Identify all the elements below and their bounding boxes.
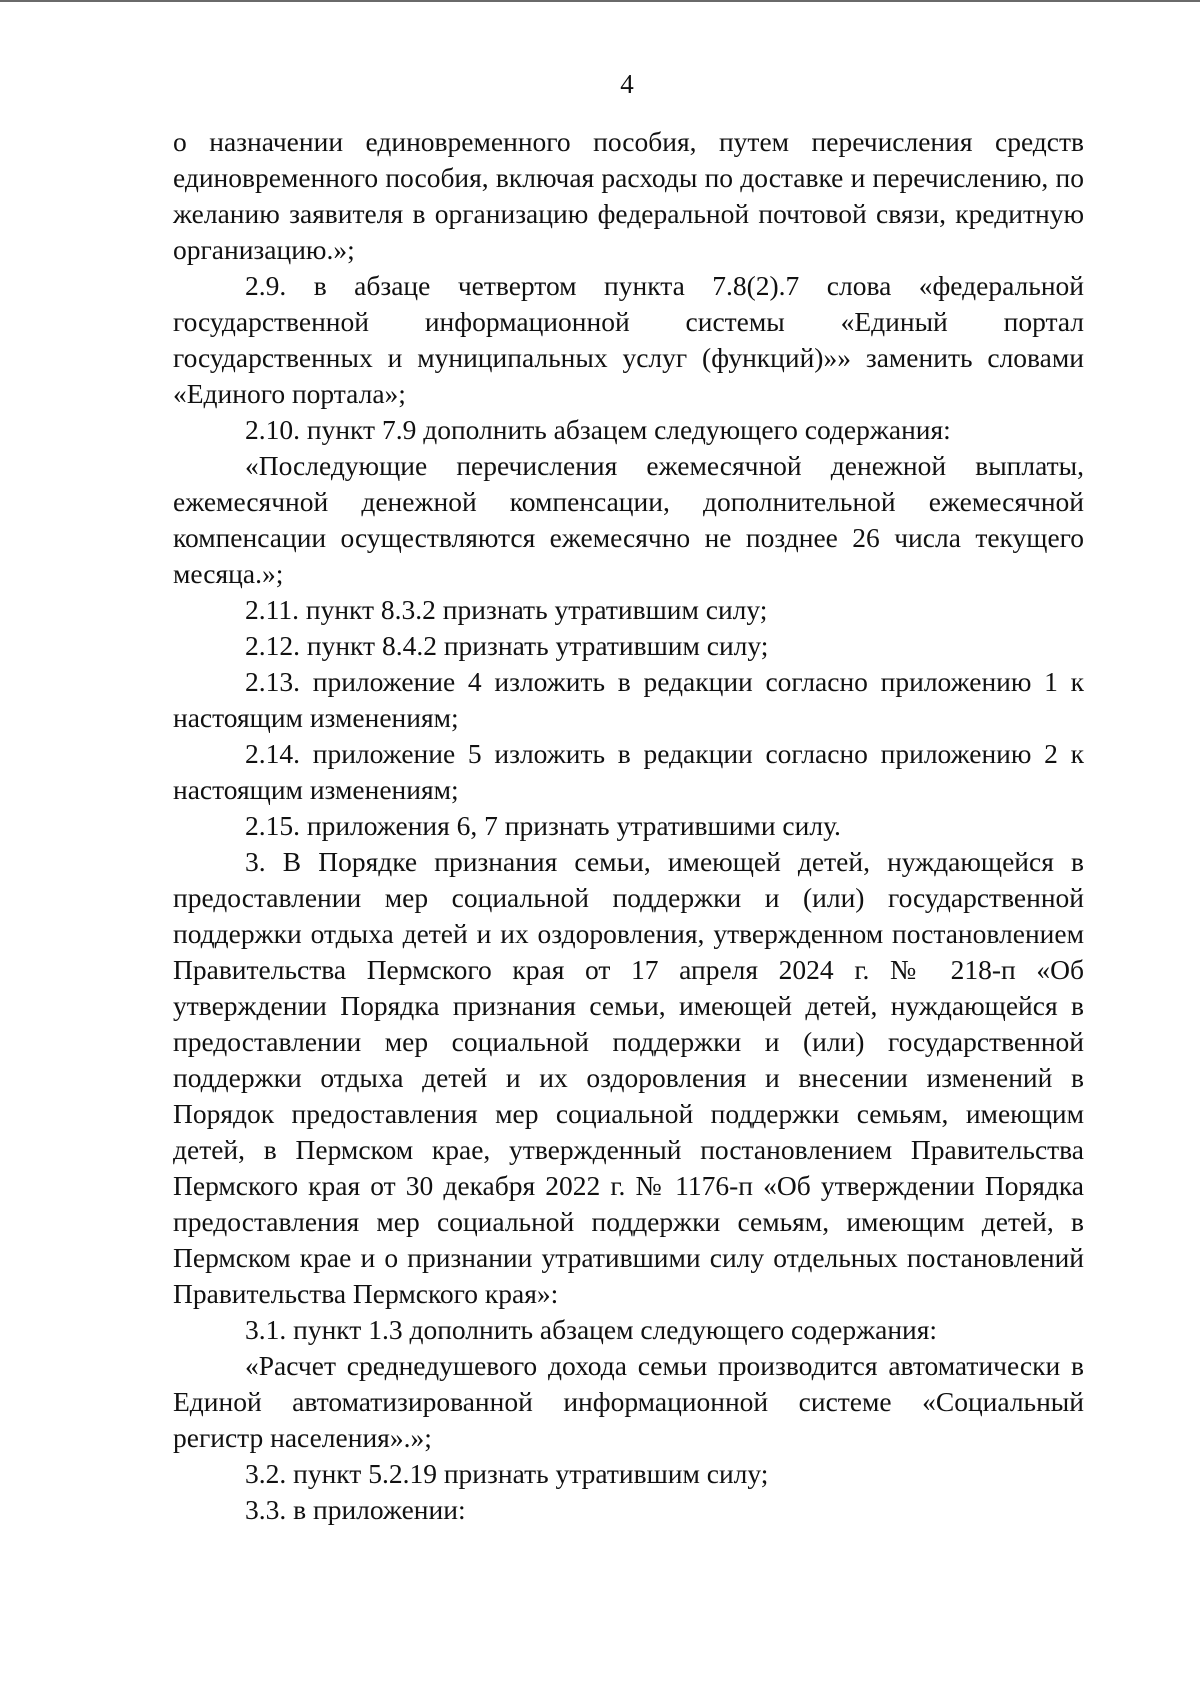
paragraph-item-2-12: 2.12. пункт 8.4.2 признать утратившим силу; <box>245 630 769 661</box>
paragraph-item-3-3: 3.3. в приложении: <box>245 1494 466 1525</box>
paragraph-item-3: 3. В Порядке признания семьи, имеющей детей, нуждающейся в предоставлении мер социальной поддержки и (или) государственной поддержки отдыха детей и их оздоровления, утвержденном постановлением Правительства Пермского края от 17 апреля 2024 г. № 218-п «Об утверждении Порядка признания семьи, имеющей детей, нуждающейся в предоставлении мер социальной поддержки и (или) государственной поддержки отдыха детей и их оздоровления и внесении изменений в Порядок предоставления мер социальной поддержки семьям, имеющим детей, в Пермском крае, утвержденный постановлением Правительства Пермского края от 30 декабря 2022 г. № 1176-п «Об утверждении Порядка предоставления мер социальной поддержки семьям, имеющим детей, в Пермском крае и о признании утратившими силу отдельных постановлений Правительства Пермского края»: <box>173 846 1084 1309</box>
paragraph-continuation: о назначении единовременного пособия, путем перечисления средств единовременного пособия, включая расходы по доставке и перечислению, по желанию заявителя в организацию федеральной почтовой связи, кредитную организацию.»; <box>173 126 1084 265</box>
paragraph-item-2-10: 2.10. пункт 7.9 дополнить абзацем следующего содержания: <box>245 414 951 445</box>
paragraph-item-3-2: 3.2. пункт 5.2.19 признать утратившим силу; <box>245 1458 769 1489</box>
paragraph-item-2-13: 2.13. приложение 4 изложить в редакции согласно приложению 1 к настоящим изменениям; <box>173 666 1084 733</box>
paragraph-item-3-1: 3.1. пункт 1.3 дополнить абзацем следующего содержания: <box>245 1314 938 1345</box>
paragraph-quoted-calculation: «Расчет среднедушевого дохода семьи производится автоматически в Единой автоматизированной информационной системе «Социальный регистр населения».»; <box>173 1350 1084 1453</box>
page-number: 4 <box>620 69 634 99</box>
paragraph-item-2-15: 2.15. приложения 6, 7 признать утратившими силу. <box>245 810 841 841</box>
scan-top-edge <box>0 0 1200 2</box>
paragraph-item-2-14: 2.14. приложение 5 изложить в редакции согласно приложению 2 к настоящим изменениям; <box>173 738 1084 805</box>
paragraph-item-2-11: 2.11. пункт 8.3.2 признать утратившим силу; <box>245 594 768 625</box>
document-body <box>173 124 1084 1528</box>
paragraph-item-2-9: 2.9. в абзаце четвертом пункта 7.8(2).7 слова «федеральной государственной информационной системы «Единый портал государственных и муниципальных услуг (функций)»» заменить словами «Единого портала»; <box>173 270 1084 409</box>
paragraph-quoted-addition: «Последующие перечисления ежемесячной денежной выплаты, ежемесячной денежной компенсации, дополнительной ежемесячной компенсации осуществляются ежемесячно не позднее 26 числа текущего месяца.»; <box>173 450 1084 589</box>
